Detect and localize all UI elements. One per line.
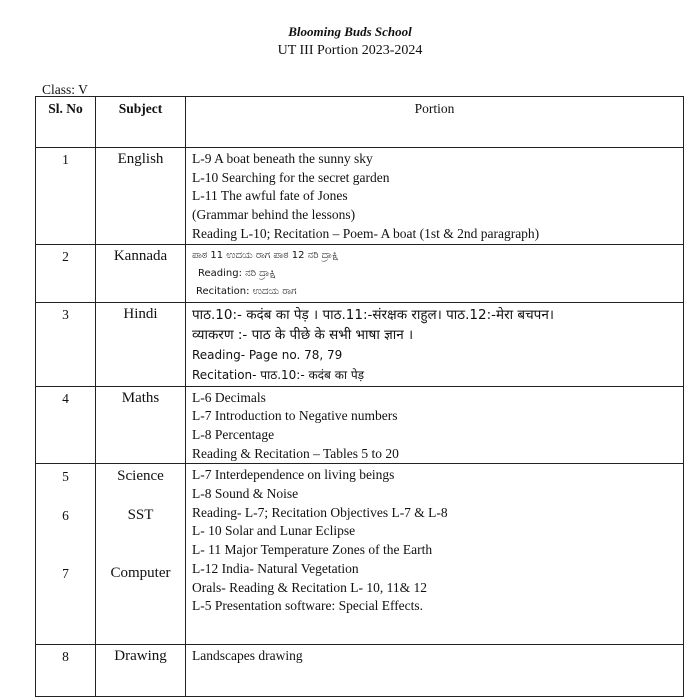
portion-line: Recitation- पाठ.10:- कदंब का पेड़	[192, 367, 365, 382]
table-row	[36, 386, 684, 464]
portion-line: Reading- Page no. 78, 79	[192, 347, 343, 362]
table-header-row	[36, 97, 684, 148]
sl-no: 4	[36, 386, 96, 464]
portion-line: L-5 Presentation software: Special Effects.	[192, 598, 424, 614]
subject-group	[96, 464, 186, 645]
portion-line: ಪಾಠ 11 ಉದಯ ರಾಗ ಪಾಠ 12 ನರಿ ದ್ರಾಕ್ಷಿ	[192, 249, 339, 261]
portion-line: L-12 India- Natural Vegetation	[192, 560, 359, 576]
subject-name: English	[96, 148, 186, 245]
sl-no: 3	[36, 302, 96, 386]
portion-line: L-6 Decimals	[192, 389, 266, 405]
class-label: Class: V	[42, 82, 88, 97]
table-row	[36, 645, 684, 697]
portion-line: Reading: ನರಿ ದ್ರಾಕ್ಷಿ	[198, 267, 276, 279]
portion-cell	[186, 244, 684, 302]
table-row	[36, 464, 684, 645]
portion-line: L- 11 Major Temperature Zones of the Earth	[192, 542, 433, 558]
subject-name: Drawing	[96, 645, 186, 697]
subject-name: Science	[117, 468, 164, 485]
sl-no: 2	[36, 244, 96, 302]
subject-name: Computer	[110, 564, 171, 581]
sl-no-group	[36, 464, 96, 645]
sl-no: 6	[62, 508, 69, 524]
portion-line: व्याकरण :- पाठ के पीछे के सभी भाषा ज्ञान ।	[192, 326, 414, 343]
portion-line: L- 10 Solar and Lunar Eclipse	[192, 523, 356, 539]
portion-cell	[186, 464, 684, 645]
column-header-sl: Sl. No	[36, 97, 96, 148]
table-row	[36, 302, 684, 386]
portion-line: Reading- L-7; Recitation Objectives L-7 & L-8	[192, 504, 448, 520]
subject-name: SST	[127, 507, 154, 524]
table-row	[36, 148, 684, 245]
sl-no: 7	[62, 565, 69, 581]
portion-cell	[186, 302, 684, 386]
subject-name: Kannada	[96, 244, 186, 302]
portion-line: L-9 A boat beneath the sunny sky	[192, 151, 373, 166]
portion-line: Orals- Reading & Recitation L- 10, 11& 12	[192, 579, 427, 595]
portion-cell	[186, 645, 684, 697]
school-name: Blooming Buds School	[288, 24, 412, 39]
column-header-subject: Subject	[96, 97, 186, 148]
subject-name: Hindi	[96, 302, 186, 386]
portion-title: UT III Portion 2023-2024	[277, 43, 423, 58]
portion-line: L-8 Percentage	[192, 426, 275, 442]
portion-line: L-7 Interdependence on living beings	[192, 467, 395, 483]
portion-line: Recitation: ಉದಯ ರಾಗ	[196, 285, 297, 297]
portion-line: L-7 Introduction to Negative numbers	[192, 408, 398, 424]
sl-no: 1	[36, 148, 96, 245]
portion-line: Reading L-10; Recitation – Poem- A boat (1st & 2nd paragraph)	[192, 225, 540, 241]
portion-line: Reading & Recitation – Tables 5 to 20	[192, 445, 399, 461]
subject-name: Maths	[96, 386, 186, 464]
portion-line: L-10 Searching for the secret garden	[192, 169, 390, 185]
table-row	[36, 244, 684, 302]
portion-line: (Grammar behind the lessons)	[192, 207, 356, 223]
portion-line: Landscapes drawing	[192, 648, 303, 664]
portion-line: पाठ.10:- कदंब का पेड़ । पाठ.11:-संरक्षक राहुल। पाठ.12:-मेरा बचपन।	[192, 306, 554, 323]
column-header-portion: Portion	[186, 97, 684, 148]
portion-line: L-8 Sound & Noise	[192, 486, 299, 502]
portion-line: L-11 The awful fate of Jones	[192, 188, 348, 204]
sl-no: 5	[62, 469, 69, 485]
sl-no: 8	[36, 645, 96, 697]
portion-table	[35, 96, 684, 697]
portion-cell	[186, 386, 684, 464]
portion-cell	[186, 148, 684, 245]
